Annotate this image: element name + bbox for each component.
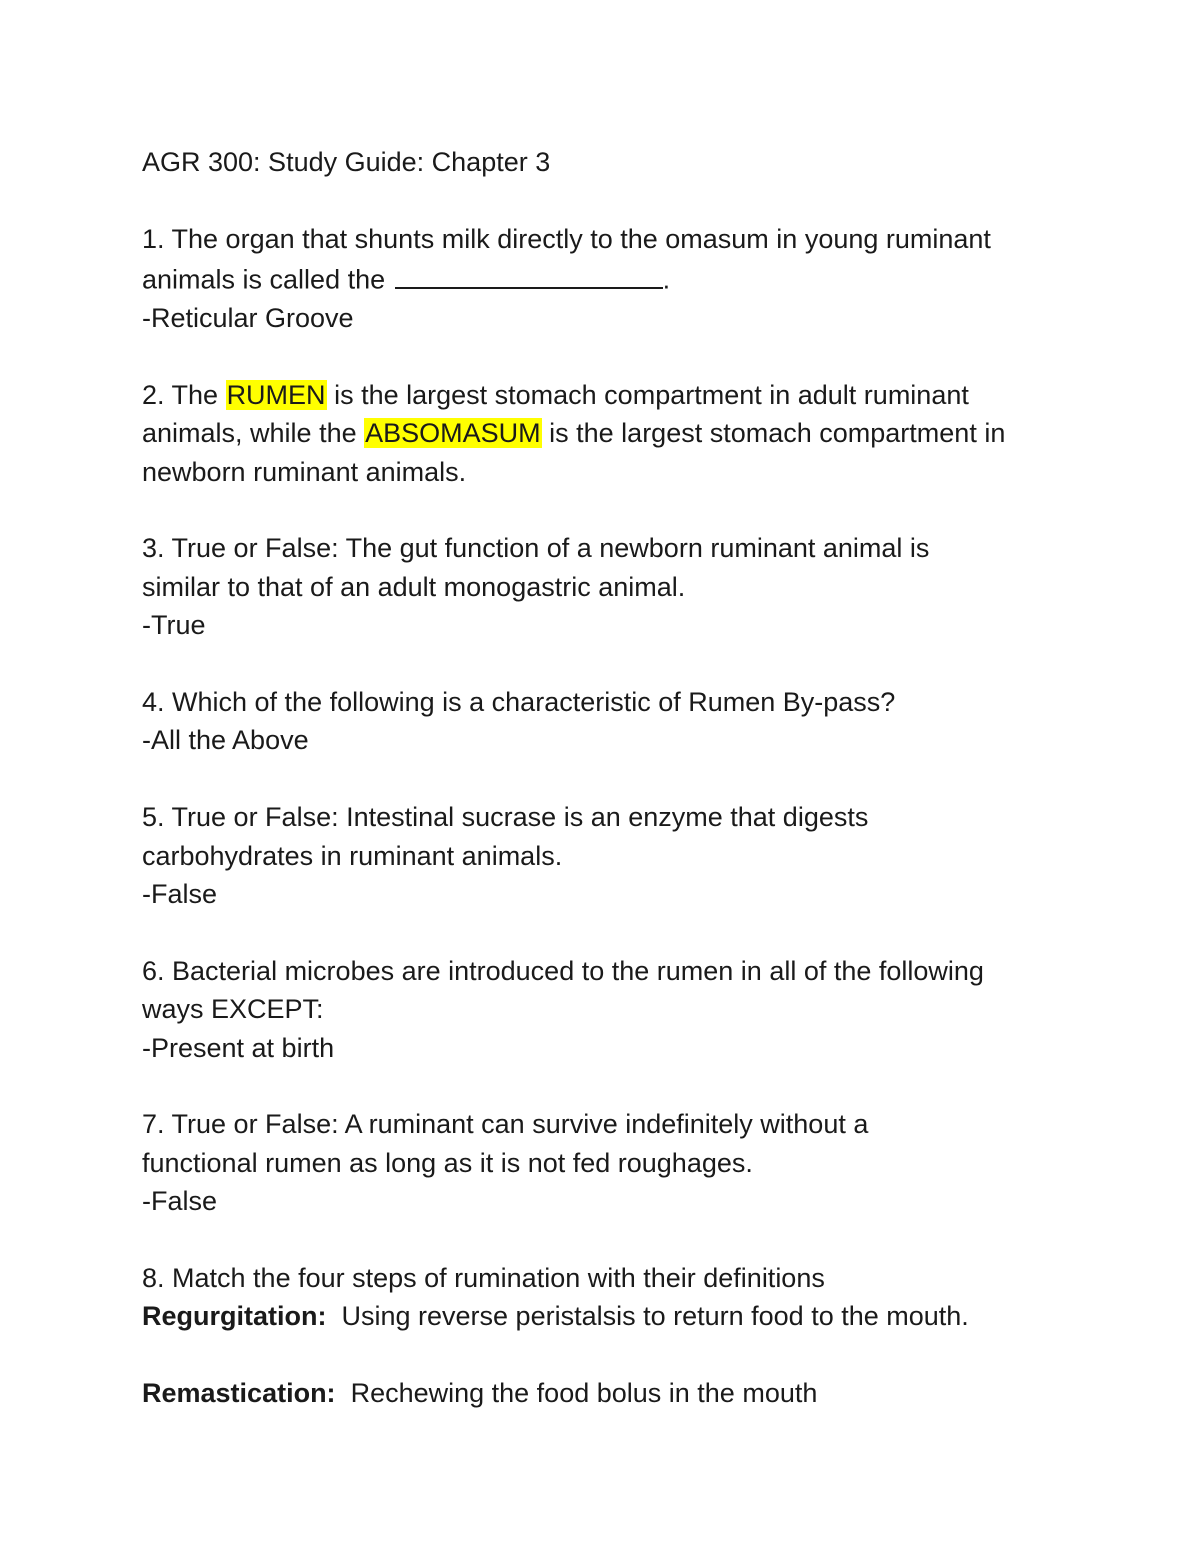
spacer [142, 645, 1072, 683]
question-1-line-2 [142, 258, 1072, 299]
question-6-answer: -Present at birth [142, 1032, 335, 1063]
fill-in-blank [395, 258, 663, 288]
question-6-line-1: 6. Bacterial microbes are introduced to the rumen in all of the following [142, 955, 984, 986]
document-title: AGR 300: Study Guide: Chapter 3 [142, 147, 551, 177]
question-4-line-1: 4. Which of the following is a characteristic of Rumen By-pass? [142, 686, 896, 717]
spacer [142, 181, 1072, 219]
document-content [142, 143, 1072, 1413]
question-2-prefix: 2. The [142, 379, 226, 410]
spacer [142, 1067, 1072, 1105]
question-5-answer: -False [142, 878, 218, 909]
term-remastication: Remastication: [142, 1378, 336, 1409]
question-7-line-1: 7. True or False: A ruminant can survive indefinitely without a [142, 1109, 869, 1140]
question-1-answer: -Reticular Groove [142, 302, 354, 333]
spacer [142, 1221, 1072, 1259]
question-3-answer: -True [142, 610, 206, 641]
spacer [142, 337, 1072, 375]
definition-remastication-text: Rechewing the food bolus in the mouth [335, 1378, 818, 1409]
definition-remastication [142, 1374, 1072, 1412]
definition-regurgitation-text: Using reverse peristalsis to return food to the mouth. [326, 1301, 969, 1332]
question-3-line-1: 3. True or False: The gut function of a newborn ruminant animal is [142, 533, 930, 564]
highlight-rumen: RUMEN [226, 379, 326, 410]
question-3-line-2: similar to that of an adult monogastric animal. [142, 571, 686, 602]
spacer [142, 1336, 1072, 1374]
term-regurgitation: Regurgitation: [142, 1301, 327, 1332]
question-1-prefix: animals is called the [142, 264, 393, 295]
question-5-line-2: carbohydrates in ruminant animals. [142, 840, 563, 871]
question-1-line-1: 1. The organ that shunts milk directly to the omasum in young ruminant [142, 223, 991, 254]
question-2-middle: is the largest stomach compartment in adult ruminant [326, 379, 969, 410]
highlight-absomasum: ABSOMASUM [365, 418, 541, 449]
question-2-line-2 [142, 414, 1072, 452]
question-2-line-2-suffix: is the largest stomach compartment in [541, 418, 1006, 449]
spacer [142, 491, 1072, 529]
question-4-answer: -All the Above [142, 725, 309, 756]
question-2-line-3: newborn ruminant animals. [142, 456, 467, 487]
question-6-line-2: ways EXCEPT: [142, 994, 324, 1025]
question-2-line-2-prefix: animals, while the [142, 418, 365, 449]
question-7-line-2: functional rumen as long as it is not fed roughages. [142, 1147, 753, 1178]
question-1-suffix: . [662, 264, 671, 295]
question-5-line-1: 5. True or False: Intestinal sucrase is an enzyme that digests [142, 802, 869, 833]
question-2-line-1 [142, 376, 1072, 414]
question-7-answer: -False [142, 1186, 218, 1217]
definition-regurgitation [142, 1297, 1072, 1335]
spacer [142, 913, 1072, 951]
spacer [142, 760, 1072, 798]
question-8-line-1: 8. Match the four steps of rumination with their definitions [142, 1263, 825, 1293]
